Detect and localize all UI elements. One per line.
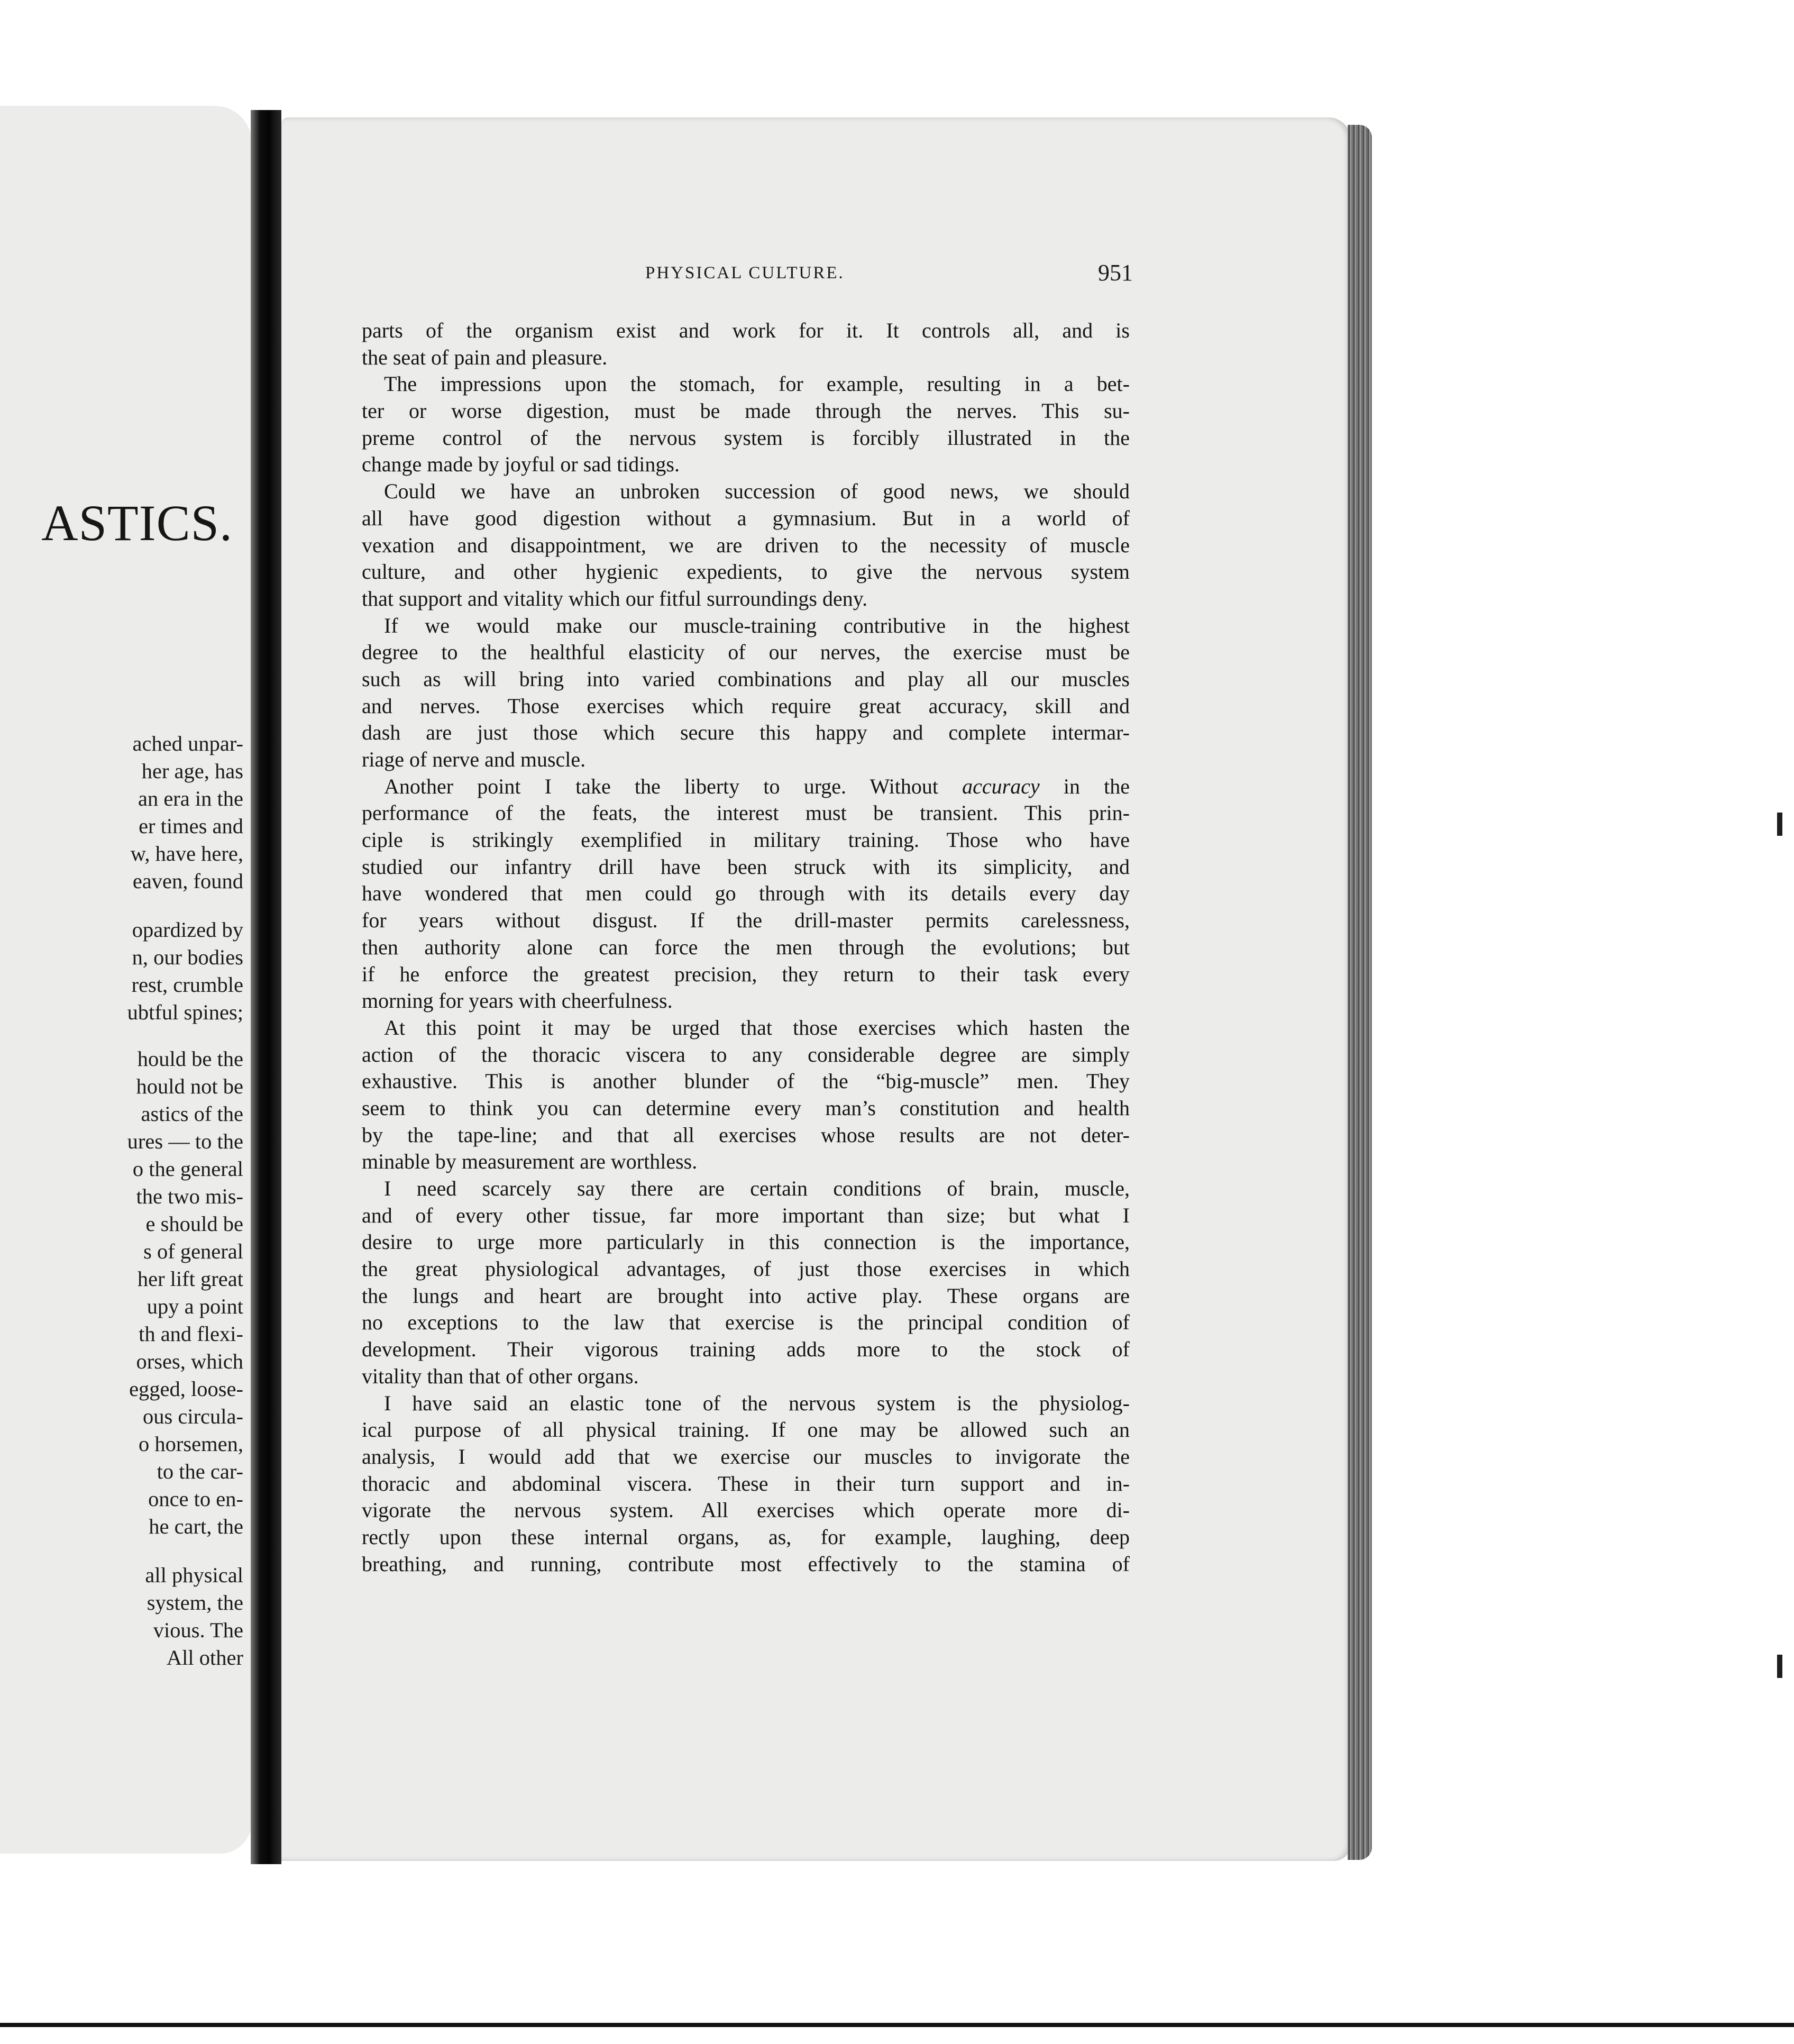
text-line: studied our infantry drill have been struck with its simplicity, and	[362, 854, 1130, 879]
edge-mark	[1777, 1655, 1782, 1678]
text-line: desire to urge more particularly in this connection is the importance,	[362, 1230, 1130, 1254]
text-line: riage of nerve and muscle.	[362, 747, 586, 771]
text-line: breathing, and running, contribute most effectively to the stamina of	[362, 1552, 1130, 1576]
text-line: vitality than that of other organs.	[362, 1364, 639, 1388]
page-edge	[1348, 125, 1372, 1860]
left-page-line: vious. The	[153, 1618, 243, 1642]
left-page-line: All other	[166, 1646, 243, 1669]
text-line: analysis, I would add that we exercise our muscles to invigorate the	[362, 1444, 1130, 1468]
text-line: parts of the organism exist and work for it. It controls all, and is	[362, 318, 1130, 342]
text-line: development. Their vigorous training adds more to the stock of	[362, 1337, 1130, 1362]
left-page-line: eaven, found	[132, 869, 243, 893]
text-line: morning for years with cheerfulness.	[362, 989, 673, 1013]
left-page-line: astics of the	[141, 1102, 243, 1126]
left-page-line: her lift great	[137, 1267, 243, 1291]
left-page-line: ous circula-	[142, 1404, 243, 1428]
text-line: If we would make our muscle-training contributive in the highest	[384, 613, 1130, 637]
text-line: seem to think you can determine every man’s constitution and health	[362, 1096, 1130, 1120]
left-page-line: o horsemen,	[139, 1432, 243, 1456]
text-line: performance of the feats, the interest must be transient. This prin-	[362, 801, 1130, 825]
text-line: such as will bring into varied combinations and play all our muscles	[362, 667, 1130, 691]
text-line: the lungs and heart are brought into active play. These organs are	[362, 1283, 1130, 1308]
book-gutter	[251, 110, 281, 1864]
text-line: by the tape-line; and that all exercises whose results are not deter-	[362, 1123, 1130, 1147]
text-line: have wondered that men could go through with its details every day	[362, 881, 1130, 906]
left-page-line: upy a point	[147, 1294, 243, 1318]
left-page-line: ubtful spines;	[127, 1000, 243, 1024]
text-line: for years without disgust. If the drill-master permits carelessness,	[362, 908, 1130, 933]
text-line: degree to the healthful elasticity of our nerves, the exercise must be	[362, 640, 1130, 664]
left-page-line: system, the	[147, 1591, 243, 1614]
left-page-heading: ASTICS.	[41, 495, 233, 551]
text-line: vigorate the nervous system. All exercises which operate more di-	[362, 1498, 1130, 1522]
text-line: no exceptions to the law that exercise is the principal condition of	[362, 1310, 1130, 1335]
left-page	[0, 106, 252, 1854]
text-line: dash are just those which secure this happy and complete intermar-	[362, 720, 1130, 745]
left-page-line: ures — to the	[127, 1129, 243, 1153]
left-page-line: s of general	[143, 1239, 243, 1263]
text-line: I need scarcely say there are certain conditions of brain, muscle,	[384, 1176, 1130, 1200]
text-line: vexation and disappointment, we are driven to the necessity of muscle	[362, 533, 1130, 557]
left-page-line: w, have here,	[130, 842, 243, 865]
left-page-line: egged, loose-	[129, 1377, 243, 1401]
text-line: Could we have an unbroken succession of good news, we should	[384, 479, 1130, 504]
left-page-text	[0, 730, 243, 1735]
page-number: 951	[1098, 260, 1133, 286]
running-head: PHYSICAL CULTURE.	[645, 263, 845, 282]
text-line: the seat of pain and pleasure.	[362, 345, 608, 369]
left-page-line: an era in the	[138, 787, 243, 810]
text-line: change made by joyful or sad tidings.	[362, 452, 680, 477]
left-page-line: he cart, the	[149, 1514, 243, 1538]
body-text	[362, 317, 1130, 1577]
text-line: rectly upon these internal organs, as, for example, laughing, deep	[362, 1525, 1130, 1549]
text-line: ciple is strikingly exemplified in military training. Those who have	[362, 828, 1130, 852]
left-page-line: all physical	[145, 1563, 243, 1587]
left-page-line: th and flexi-	[139, 1322, 243, 1346]
text-line: and nerves. Those exercises which require great accuracy, skill and	[362, 694, 1130, 718]
text-line: if he enforce the greatest precision, they return to their task every	[362, 962, 1130, 986]
left-page-line: hould not be	[136, 1074, 243, 1098]
text-line: thoracic and abdominal viscera. These in their turn support and in-	[362, 1471, 1130, 1495]
left-page-line: the two mis-	[136, 1184, 243, 1208]
text-line: then authority alone can force the men through the evolutions; but	[362, 935, 1130, 959]
left-page-line: once to en-	[148, 1487, 243, 1511]
left-page-line: to the car-	[157, 1459, 243, 1483]
text-line: exhaustive. This is another blunder of the “big-muscle” men. They	[362, 1069, 1130, 1093]
left-page-line: o the general	[132, 1157, 243, 1181]
scan-bottom-border	[0, 2023, 1794, 2027]
text-line: action of the thoracic viscera to any considerable degree are simply	[362, 1042, 1130, 1066]
text-line: that support and vitality which our fitful surroundings deny.	[362, 586, 868, 610]
left-page-line: orses, which	[136, 1349, 243, 1373]
text-line: Another point I take the liberty to urge. Without accuracy in the	[384, 774, 1130, 798]
text-line: ical purpose of all physical training. If one may be allowed such an	[362, 1418, 1130, 1442]
text-line: the great physiological advantages, of just those exercises in which	[362, 1257, 1130, 1281]
left-page-line: her age, has	[141, 759, 243, 783]
left-page-line: n, our bodies	[132, 945, 243, 969]
text-line: At this point it may be urged that those exercises which hasten the	[384, 1015, 1130, 1039]
left-page-line: e should be	[145, 1212, 243, 1236]
text-line: The impressions upon the stomach, for example, resulting in a bet-	[384, 372, 1130, 396]
text-line: minable by measurement are worthless.	[362, 1149, 698, 1174]
edge-mark	[1777, 813, 1782, 836]
text-line: I have said an elastic tone of the nervous system is the physiolog-	[384, 1391, 1130, 1415]
left-page-line: hould be the	[137, 1047, 243, 1071]
left-page-line: er times and	[139, 814, 243, 838]
text-line: all have good digestion without a gymnasium. But in a world of	[362, 506, 1130, 530]
text-line: culture, and other hygienic expedients, to give the nervous system	[362, 560, 1130, 584]
left-page-line: opardized by	[132, 918, 243, 942]
left-page-line: ached unpar-	[132, 732, 243, 755]
text-line: and of every other tissue, far more important than size; but what I	[362, 1203, 1130, 1227]
left-page-line: rest, crumble	[131, 973, 243, 997]
emphasis: accuracy	[962, 774, 1040, 798]
text-line: ter or worse digestion, must be made through the nerves. This su-	[362, 399, 1130, 423]
text-line: preme control of the nervous system is forcibly illustrated in the	[362, 425, 1130, 450]
